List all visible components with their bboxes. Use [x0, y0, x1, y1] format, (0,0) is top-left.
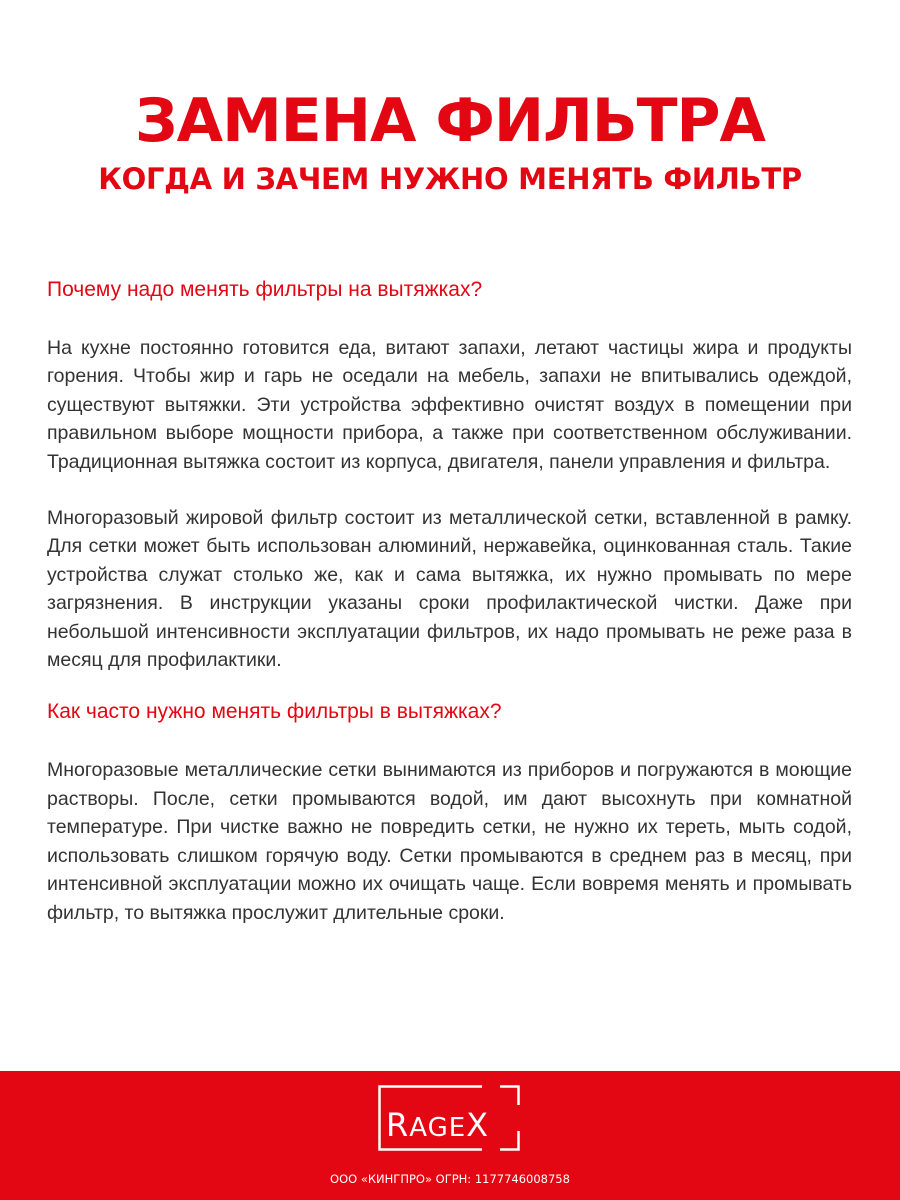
- logo-letters-age: AGE: [409, 1113, 467, 1143]
- section-heading-why: Почему надо менять фильтры на вытяжках?: [47, 278, 483, 301]
- company-info: ООО «КИНГПРО» ОГРН: 1177746008758: [330, 1172, 570, 1186]
- logo-letter-r: R: [386, 1106, 410, 1144]
- logo-wordmark: [386, 1105, 520, 1148]
- footer-bar: [0, 1071, 900, 1200]
- paragraph-filter-description: Многоразовый жировой фильтр состоит из металлической сетки, вставленной в рамку. Для сетки может быть использован алюминий, нержавейка, оцинкованная сталь. Такие устройства служат столько же, как и сама вытяжка, их нужно промывать по мере загрязнения. В инструкции указаны сроки профилактической чистки. Даже при небольшой интенсивности эксплуатации фильтров, их надо промывать не реже раза в месяц для профилактики.: [47, 507, 852, 672]
- article-body: [47, 276, 852, 927]
- ragex-logo: [378, 1085, 520, 1151]
- paragraph-intro: На кухне постоянно готовится еда, витают запахи, летают частицы жира и продукты горения. Чтобы жир и гарь не оседали на мебель, запахи не впитывались одеждой, существуют вытяжки. Эти устройства эффективно очистят воздух в помещении при правильном выборе мощности прибора, а также при соответственном обслуживании. Традиционная вытяжка состоит из корпуса, двигателя, панели управления и фильтра.: [47, 337, 852, 473]
- logo-letter-x: X: [466, 1106, 490, 1144]
- page-title: ЗАМЕНА ФИЛЬТРА: [135, 86, 765, 156]
- section-heading-how-often: Как часто нужно менять фильтры в вытяжках?: [47, 700, 502, 724]
- page-subtitle: КОГДА И ЗАЧЕМ НУЖНО МЕНЯТЬ ФИЛЬТР: [98, 162, 802, 196]
- paragraph-cleaning: Многоразовые металлические сетки вынимаются из приборов и погружаются в моющие растворы. После, сетки промываются водой, им дают высохнуть при комнатной температуре. При чистке важно не повредить сетки, не нужно их тереть, мыть содой, использовать слишком горячую воду. Сетки промываются в среднем раз в месяц, при интенсивной эксплуатации можно их очищать чаще. Если вовремя менять и промывать фильтр, то вытяжка прослужит длительные сроки.: [47, 759, 852, 924]
